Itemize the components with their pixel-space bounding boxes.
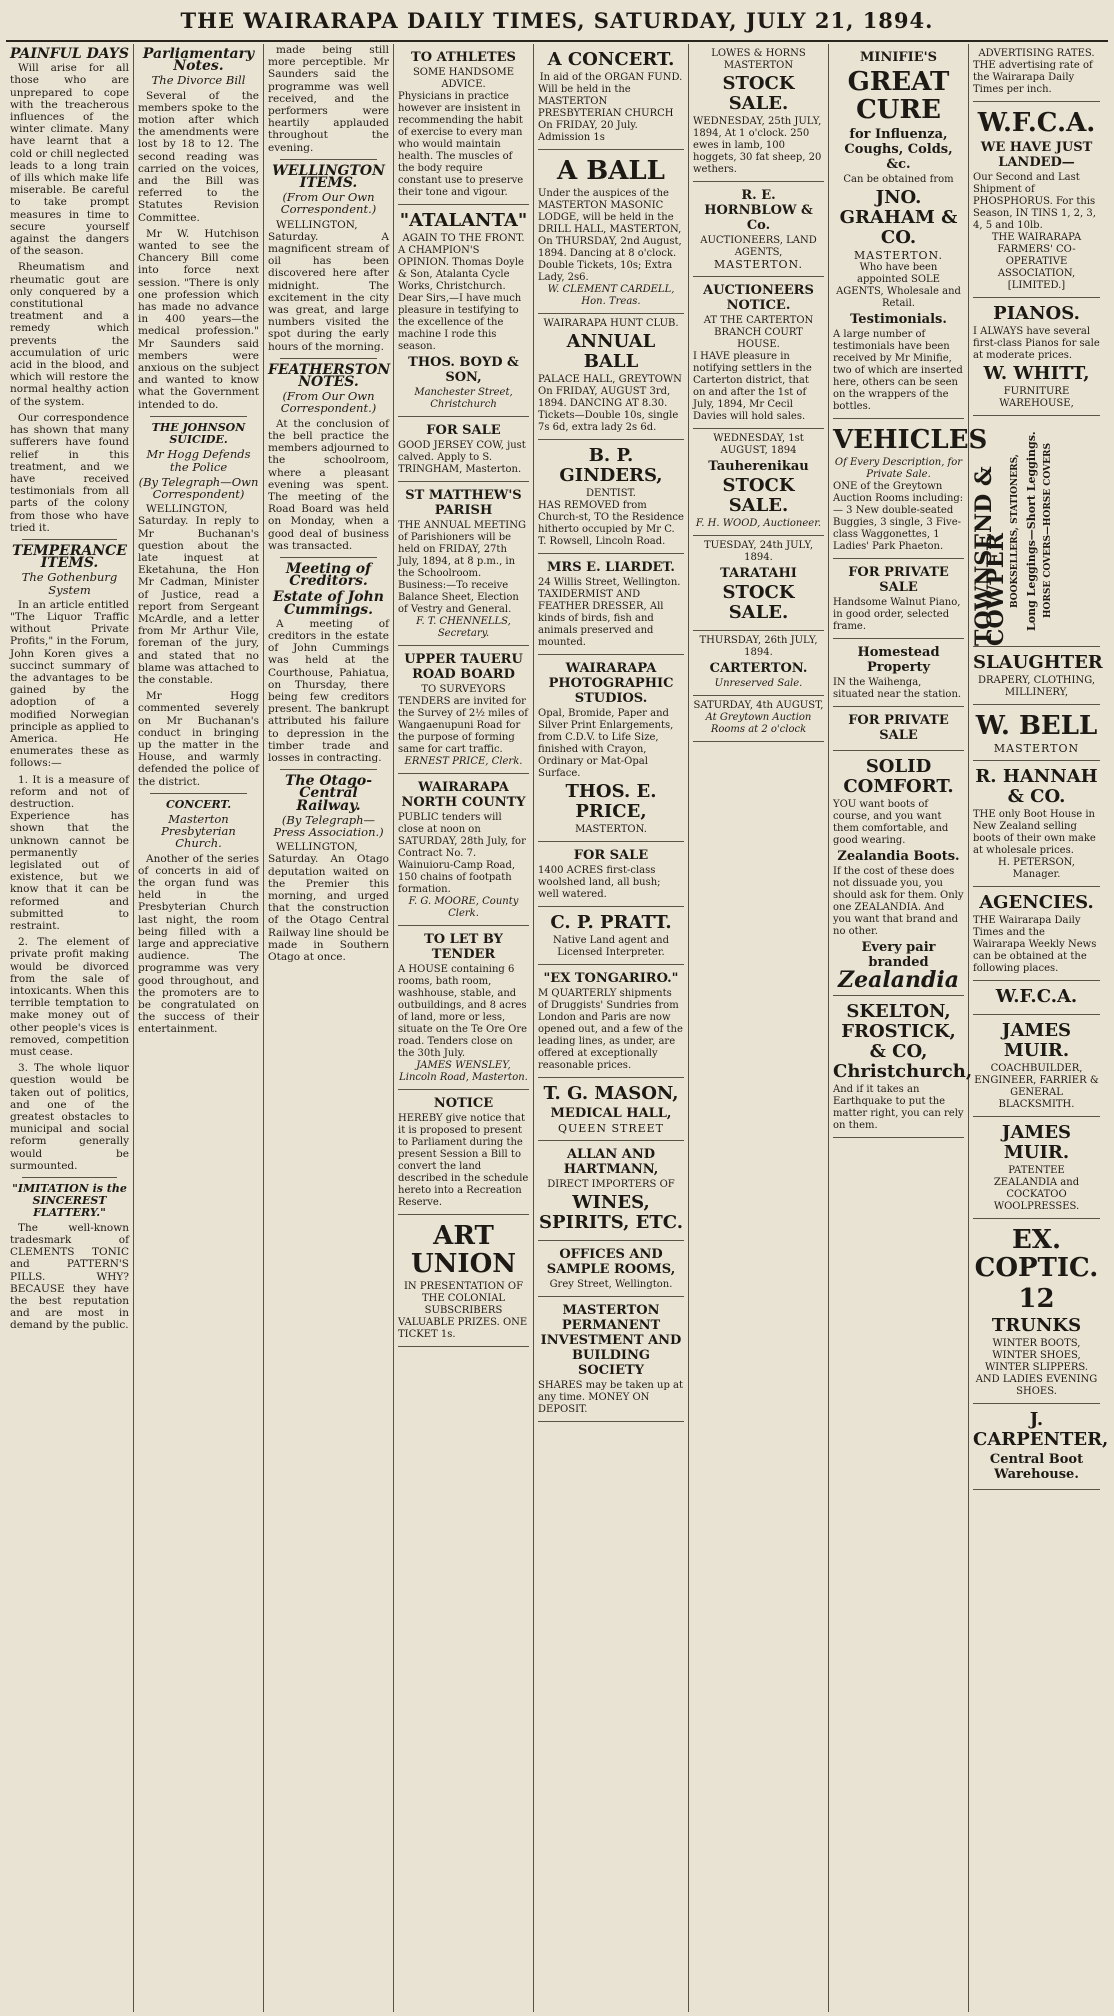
ad-heading: AUCTIONEERS NOTICE. [703,283,814,314]
ad-text: Handsome Walnut Piano, in good order, selected frame. [833,597,961,633]
article-heading: Meeting of Creditors. [285,560,372,590]
ad-heading: ART UNION [410,1221,516,1279]
ad-heading: C. P. PRATT. [550,912,672,933]
ad-heading: SLAUGHTER [973,652,1103,673]
ad-subheading: WE HAVE JUST LANDED— [980,140,1093,170]
ad-text: HEREBY give notice that it is proposed to present to Parliament during the present Session a Bill to convert the land described in the schedule hereto into a Recreation Reserve. [398,1113,529,1208]
ad-text: At Greytown Auction Rooms at 2 o'clock [705,712,812,736]
ad-text: WEDNESDAY, 25th JULY, 1894, At 1 o'clock. 250 ewes in lamb, 100 hoggets, 30 fat sheep, 20 wethers. [693,116,822,175]
article-heading: PAINFUL DAYS [10,46,129,62]
advertisement [398,774,529,926]
ad-heading: PIANOS. [993,303,1080,324]
advertisement [538,44,684,150]
ad-text: THE ANNUAL MEETING of Parishioners will be held on FRIDAY, 27th July, 1894, at 8 p.m., in the Schoolroom. Business:—To receive Balance Sheet, Election of Vestry and General. [398,520,526,615]
column-4 [394,44,534,2012]
advertisement [693,429,824,536]
article-paragraph: made being still more perceptible. Mr Saunders said the programme was well received, and the performers were heartily applauded throughout the evening. [268,44,389,154]
ad-text: PUBLIC tenders will close at noon on SATURDAY, 28th July, for Contract No. 7. Wainuioru-Camp Road, 150 chains of footpath formation. [398,812,526,895]
advertisement [973,298,1100,416]
ad-subheading: THURSDAY, 26th JULY, 1894. [699,635,818,659]
ad-text: If the cost of these does not dissuade you, you should ask for them. Only one ZEALANDIA. And you want that brand and no other. [833,866,964,938]
ad-subheading: TO SURVEYORS [421,684,506,695]
divider [280,159,377,160]
ad-text: ZEALANDIA and COCKATOO WOOLPRESSES. [993,1177,1080,1213]
ad-heading: Homestead Property [857,645,940,676]
advertisement [693,44,824,182]
ad-text: Long Leggings—Short Leggings. [1024,431,1038,631]
columns [6,44,1108,2012]
ad-text: VALUABLE PRIZES. ONE TICKET 1s. [398,1317,528,1340]
advertisement [973,102,1100,298]
advertisement [973,705,1100,761]
column-8 [969,44,1109,2012]
ad-subheading: PATENTEE [1008,1165,1065,1177]
ad-heading: STOCK SALE. [722,582,795,624]
ad-text: I ALWAYS have several first-class Pianos for sale at moderate prices. [973,326,1100,361]
ad-heading: 12 [1018,1284,1055,1315]
advertisement [973,44,1100,102]
ad-text: GOOD JERSEY COW, just calved. Apply to S. TRINGHAM, Masterton. [398,440,526,475]
ad-text: M QUARTERLY shipments of Druggists' Sundries from London and Paris are now opened out, and a few of the leading lines, as under, are offered at exceptionally reasonable prices. [538,988,683,1071]
article-paragraph: The well-known tradesmark of CLEMENTS TONIC and PATTERN'S PILLS. WHY? BECAUSE they have the best reputation and are most in demand by the public. [10,1221,129,1332]
ad-heading: WAIRARAPA NORTH COUNTY [401,780,526,810]
advertisement [538,1297,684,1422]
ad-heading: A BALL [557,156,665,186]
article-paragraph: Several of the members spoke to the motion after which the amendments were lost by 18 to 12. The second reading was carried on the voices, and the Bill was referred to the Statutes Revision Committee. [138,89,259,224]
advertisement [398,926,529,1090]
ad-heading: "EX TONGARIRO." [543,971,679,986]
advertisement [398,417,529,482]
ad-heading: Zealandia Boots. [837,849,960,865]
ad-heading: WINES, SPIRITS, ETC. [538,1192,683,1234]
ad-heading: JNO. GRAHAM & CO. [839,187,958,248]
advertisement [973,1015,1100,1117]
article-paragraph: 3. The whole liquor question would be taken out of politics, and one of the greatest obstacles to municipal and social reform generally would be surmounted. [10,1062,129,1172]
advertisement [538,842,684,907]
ad-heading: R. E. HORNBLOW & Co. [704,188,813,233]
divider [22,1177,117,1178]
article-subheading: The Divorce Bill [151,73,246,88]
ad-signature: H. PETERSON, Manager. [998,857,1075,881]
ad-subheading: TUESDAY, 24th JULY, 1894. [703,540,814,564]
ad-heading: VEHICLES [833,425,988,456]
ad-subheading: Of Every Description, for Private Sale. [834,457,963,481]
article-byline: (From Our Own Correspondent.) [280,389,377,416]
ad-signature: F. H. WOOD, Auctioneer. [695,518,822,530]
article-heading: Estate of John Cummings. [273,589,384,618]
ad-signature: F. T. CHENNELLS, Secretary. [416,616,511,639]
ad-heading: Testimonials. [850,312,947,328]
ad-subheading: Native Land agent and Licensed Interpreter. [552,935,670,958]
advertisement [973,761,1100,887]
ad-heading: STOCK SALE. [722,475,795,517]
article-paragraph: Will arise for all those who are unprepared to cope with the treacherous influences of the winter climate. Many have learnt that a cold or chill neglected leads to a long train of ills which make life miserable. Be careful to take prompt measures in time to secure yourself against the dangers of the season. [10,62,129,258]
ad-heading: MRS E. LIARDET. [547,560,675,575]
advertisement [833,559,964,639]
ad-heading: TARATAHI [720,566,797,582]
article-heading: Parliamentary Notes. [142,46,255,75]
ad-subheading: DRAPERY, CLOTHING, MILLINERY, [977,675,1096,698]
ad-heading: Tauherenikau [708,459,809,475]
ad-subheading: WAIRARAPA HUNT CLUB. [543,318,679,329]
ad-subheading: COACHBUILDER, ENGINEER, FARRIER & GENERAL BLACKSMITH. [974,1063,1099,1111]
advertisement [538,965,684,1078]
ad-heading: WAIRARAPA PHOTOGRAPHIC STUDIOS. [548,661,674,706]
ad-subheading: DENTIST. [586,488,636,499]
ad-heading: FOR SALE [426,423,501,438]
article-subheading: The Gothenburg System [21,570,118,597]
ad-subheading: WEDNESDAY, 1st AUGUST, 1894 [713,433,804,457]
ad-subheading: AGAIN TO THE FRONT. [402,233,525,244]
ad-subheading: IN PRESENTATION OF THE COLONIAL SUBSCRIBERS [403,1281,524,1316]
ad-subheading: ADVERTISING RATES. [978,48,1095,59]
ad-subheading: MEDICAL HALL, [550,1106,672,1121]
ad-text: BOOKSELLERS, STATIONERS, [1009,454,1020,608]
ad-subheading: SATURDAY, 4th AUGUST, [693,700,824,712]
ad-text: THE only Boot House in New Zealand selling boots of their own make at wholesale prices. [973,809,1096,857]
ad-heading: TO ATHLETES [411,50,516,65]
ad-text: MASTERTON. [714,258,803,271]
ad-heading: EX. COPTIC. [974,1225,1099,1284]
ad-text: A HOUSE containing 6 rooms, bath room, washhouse, stable, and outbuildings, and 8 acres of land, more or less, situate on the Te Ore Ore road. Tenders close on the 30th July. [398,964,528,1059]
ad-text: Under the auspices of the MASTERTON MASONIC LODGE, will be held in the DRILL HALL, MASTERTON, On THURSDAY, 2nd August, 1894. Dancing at 8 o'clock. Double Tickets, 10s; Extra Lady, 2s6. [538,188,682,283]
ad-heading: FOR PRIVATE SALE [848,713,949,744]
advertisement [398,482,529,646]
advertisement [693,631,824,696]
ad-heading: FOR PRIVATE SALE [848,565,949,596]
ad-heading: ANNUAL BALL [566,331,656,372]
article-subheading: Mr Hogg Defends the Police [146,447,251,474]
divider [22,539,117,540]
article-paragraph: 2. The element of private profit making would be divorced from the sale of intoxicants. When this terrible temptation to make money out of other people's vices is removed, competition must cease. [10,936,129,1059]
ad-heading: NOTICE [433,1096,494,1111]
ad-text: WINTER BOOTS, WINTER SHOES, WINTER SLIPPERS. AND LADIES EVENING SHOES. [975,1338,1098,1398]
advertisement [538,1141,684,1241]
advertisement [538,907,684,965]
ad-heading: MASTERTON PERMANENT INVESTMENT AND BUILDING SOCIETY [540,1303,682,1379]
article-byline: (By Telegraph—Own Correspondent) [138,474,259,501]
ad-text: Unreserved Sale. [714,678,803,690]
ad-subheading: AT THE CARTERTON BRANCH COURT HOUSE. [703,315,814,351]
article-byline: (By Telegraph—Press Association.) [273,812,384,839]
ad-subheading: for Influenza, Coughs, Colds, &c. [844,127,953,172]
ad-heading: A CONCERT. [547,49,675,70]
ad-heading: JAMES MUIR. [1001,1122,1072,1164]
zealandia-logo: Zealandia [838,967,959,994]
newspaper-title: THE WAIRARAPA DAILY TIMES, SATURDAY, JULY 21, 1894. [180,7,934,33]
article-paragraph: Our correspondence has shown that many sufferers have found relief in this treatment, and we have received testimonials from all parts of the colony from those who have tried it. [10,411,129,534]
column-5 [534,44,689,2012]
advertisement [973,647,1103,705]
ad-text: HORSE COVERS—HORSE COVERS [1042,443,1053,619]
article-paragraph: 1. It is a measure of reform and not of destruction. Experience has shown that the unknown cannot be permanently legislated out of existence, but we know that it can be reformed and submitted to restraint. [10,773,129,933]
ad-text: THE advertising rate of the Wairarapa Daily Times per inch. [973,60,1093,95]
ad-heading: W.F.C.A. [995,986,1078,1008]
advertisement [538,150,684,314]
column-6 [689,44,829,2012]
article-heading: FEATHERSTON NOTES. [268,361,391,391]
ad-subheading: FURNITURE WAREHOUSE, [999,386,1074,409]
ad-subheading: Grey Street, Wellington. [549,1279,673,1291]
ad-text: IN the Waihenga, situated near the station. [833,677,962,701]
article-heading: TEMPERANCE ITEMS. [12,542,127,572]
ad-subheading: LOWES & HORNS [711,48,806,59]
ad-text: TENDERS are invited for the Survey of 2½ miles of Wangaenupuni Road for the purpose of forming same for cart traffic. [398,696,528,755]
ad-heading: W. BELL [975,711,1098,741]
advertisement [538,1078,684,1141]
vertical-advertisement [970,416,1100,647]
advertisement [973,1117,1100,1219]
advertisement [973,1219,1100,1404]
ad-text: A CHAMPION'S OPINION. Thomas Doyle & Son, Atalanta Cycle Works, Christchurch. Dear Sirs,—I have much pleasure in testifying to the excellence of the machine I rode this season. [398,245,524,352]
ad-heading: SOLID COMFORT. [843,756,954,798]
advertisement [833,44,964,419]
ad-heading: MINIFIE'S [859,50,938,65]
ad-text: Will be held in the MASTERTON PRESBYTERIAN CHURCH On FRIDAY, 20 July. Admission 1s [538,84,674,143]
advertisement [833,751,964,996]
ad-heading: UPPER TAUERU ROAD BOARD [404,652,523,682]
article-heading: CONCERT. [165,797,232,811]
advertisement [538,440,684,554]
ad-text: Physicians in practice however are insistent in recommending the habit of exercise to every man who would maintain health. The muscles of the body require constant use to preserve their tone and vigour. [398,91,524,198]
column-2 [134,44,264,2012]
ad-subheading: SOME HANDSOME ADVICE. [412,67,515,90]
ad-text: MASTERTON. [854,249,943,262]
ad-heading: TO LET BY TENDER [424,932,503,962]
ad-text: PALACE HALL, GREYTOWN On FRIDAY, AUGUST 3rd, 1894. DANCING AT 8.30. Tickets—Double 10s, single 7s 6d, extra lady 2s 6d. [538,374,682,433]
article-paragraph: WELLINGTON, Saturday. An Otago deputation waited on the Premier this morning, and urged that the construction of the Otago Central Railway line should be made in Southern Otago at once. [268,841,389,964]
ad-text: A large number of testimonials have been received by Mr Minifie, two of which are inserted here, others can be seen on the wrappers of the bottles. [833,329,963,413]
ad-text: Opal, Bromide, Paper and Silver Print Enlargements, from C.D.V. to Life Size, finished with Crayon, Ordinary or Mat-Opal Surface. [538,708,674,779]
divider [280,557,377,558]
advertisement [693,696,824,742]
article-heading: "IMITATION is the SINCEREST FLATTERY." [12,1182,127,1220]
ad-text: 1400 ACRES first-class woolshed land, all bush; well watered. [538,865,661,900]
advertisement [398,646,529,774]
ad-heading: AGENCIES. [979,892,1094,914]
ad-subheading: AUCTIONEERS, LAND AGENTS, [700,235,817,258]
ad-text: YOU want boots of course, and you want them comfortable, and good wearing. [833,799,949,847]
ad-heading: THOS. BOYD & SON, [408,355,519,385]
advertisement [973,981,1100,1015]
ad-heading: R. HANNAH & CO. [975,766,1098,808]
ad-heading: FOR SALE [573,848,649,863]
ad-heading: W. WHITT, [983,363,1090,384]
article-heading: THE JOHNSON SUICIDE. [151,420,246,447]
ad-text: THE Wairarapa Daily Times and the Wairarapa Weekly News can be obtained at the following places. [973,915,1097,975]
ad-signature: F. G. MOORE, County Clerk. [408,896,519,919]
article-heading: WELLINGTON ITEMS. [272,162,385,192]
ad-signature: ERNEST PRICE, Clerk. [404,756,523,767]
article-paragraph: Rheumatism and rheumatic gout are only conquered by a constitutional treatment and a remedy which prevents the accumulation of uric acid in the blood, and which will restore the normal healthy action of the system. [10,261,129,408]
article-paragraph: Mr W. Hutchison wanted to see the Chancery Bill come into force next session. "There is only one profession which has made no advance in 400 years—the medical profession." Mr Saunders said members were anxious on the subject and wanted to know what the Government intended to do. [138,227,259,411]
advertisement [973,887,1100,981]
ad-signature: W. CLEMENT CARDELL, Hon. Treas. [547,284,675,307]
ad-heading: STOCK SALE. [722,73,795,114]
advertisement [398,205,529,417]
ad-text: MASTERTON [993,742,1080,755]
ad-text: And if it takes an Earthquake to put the matter right, you can rely on them. [833,1084,964,1132]
divider [280,769,377,770]
advertisement [538,1241,684,1297]
article-paragraph: Another of the series of concerts in aid of the organ fund was held in the Presbyterian Church last night, the room being filled with a large and appreciative audience. The programme was very good throughout, and the promoters are to be congratulated on the success of their entertainment. [138,852,259,1036]
column-7 [829,44,988,2012]
ad-heading: THOS. E. PRICE, [565,781,657,822]
ad-subheading: DIRECT IMPORTERS OF [547,1179,675,1191]
ad-heading: TOWNSEND & COWPER [970,466,1009,646]
advertisement [693,536,824,631]
ad-text: Our Second and Last Shipment of PHOSPHORUS. For this Season, IN TINS 1, 2, 3, 4, 5 and 10lb. [973,172,1096,231]
ad-text: ONE of the Greytown Auction Rooms including:— 3 New double-seated Buggies, 3 single, 3 Five-class Waggonettes, 1 Ladies' Park Phaeton. [833,481,964,553]
ad-heading: W.F.C.A. [977,108,1096,138]
ad-heading: GREAT CURE [847,67,950,125]
divider [150,793,247,794]
article-heading: The Otago-Central Railway. [284,773,373,814]
column-3 [264,44,394,2012]
ad-heading: SKELTON, FROSTICK, & CO, Christchurch, [833,1001,973,1083]
ad-heading: TRUNKS [991,1315,1082,1337]
ad-heading: T. G. MASON, [543,1083,679,1104]
ad-text: I HAVE pleasure in notifying settlers in the Carterton district, that on and after the 1st of July, 1894, Mr Cecil Davies will hold sales. [693,351,812,423]
article-paragraph: At the conclusion of the bell practice the members adjourned to the schoolroom, where a pleasant evening was spent. The meeting of the Road Board was held on Monday, when a good deal of business was transacted. [268,417,389,552]
ad-text: Can be obtained from [843,174,954,185]
ad-subheading: Manchester Street, Christchurch [414,387,513,410]
article-paragraph: A meeting of creditors in the estate of John Cummings was held at the Courthouse, Pahiatua, on Thursday, there being few creditors present. The bankrupt attributed his failure to depression in the timber trade and losses in contracting. [268,617,389,764]
ad-text: SHARES may be taken up at any time. MONEY ON DEPOSIT. [538,1380,683,1416]
ad-heading: ST MATTHEW'S PARISH [405,488,522,518]
article-subheading: Masterton Presbyterian Church. [161,811,236,851]
ad-text: THE WAIRARAPA FARMERS' CO-OPERATIVE ASSOCIATION, [LIMITED.] [991,232,1082,291]
ad-text: 24 Willis Street, Wellington. TAXIDERMIST AND FEATHER DRESSER, All kinds of birds, fish and animals preserved and mounted. [538,577,681,648]
ad-heading: JAMES MUIR. [1001,1020,1072,1062]
ad-heading: CARTERTON. [709,661,808,677]
advertisement [538,554,684,655]
advertisement [833,707,964,751]
ad-text: Who have been appointed SOLE AGENTS, Wholesale and Retail. [836,262,961,310]
ad-signature: JAMES WENSLEY, Lincoln Road, Masterton. [399,1060,528,1083]
article-paragraph: WELLINGTON, Saturday. In reply to Mr Buchanan's question about the late inquest at Eketahuna, the Hon Mr Cadman, Minister of Justice, read a report from Sergeant McArdle, and a letter from Mr Arthur Vile, foreman of the jury, and stated that no blame was attached to the constable. [138,503,259,686]
advertisement [398,1090,529,1215]
advertisement [538,655,684,842]
ad-heading: ALLAN AND HARTMANN, [563,1147,659,1178]
ad-heading: J. CARPENTER, [973,1409,1109,1451]
ad-subheading: Central Boot Warehouse. [989,1452,1084,1483]
advertisement [538,314,684,440]
article-byline: (From Our Own Correspondent.) [280,190,377,217]
ad-heading: OFFICES AND SAMPLE ROOMS, [546,1247,676,1278]
divider [150,416,247,417]
ad-text: QUEEN STREET [557,1122,665,1135]
masthead [6,0,1108,42]
ad-text: HAS REMOVED from Church-st, TO the Residence hitherto occupied by Mr C. T. Rowsell, Lincoln Road. [538,500,684,547]
advertisement [398,1215,529,1347]
advertisement [973,1404,1109,1490]
ad-heading: "ATALANTA" [399,210,528,231]
advertisement [398,44,529,205]
ad-subheading: In aid of the ORGAN FUND. [539,72,683,83]
advertisement [833,996,973,1138]
advertisement [693,277,824,429]
ad-subheading: Every pair branded [861,940,936,971]
article-paragraph: In an article entitled "The Liquor Traffic without Private Profits," in the Forum, John Koren gives a succinct summary of the advantages to be gained by the adoption of a modified Norwegian principle as applied to America. He enumerates these as follows:— [10,598,129,770]
ad-heading: B. P. GINDERS, [559,445,663,486]
advertisement [833,419,988,559]
advertisement [693,182,824,277]
ad-subheading: MASTERTON. [575,824,647,835]
article-paragraph: Mr Hogg commented severely on Mr Buchanan's conduct in bringing up the matter in the House, and warmly defended the police of the district. [138,690,259,788]
advertisement [833,639,964,707]
ad-subheading: MASTERTON [723,60,794,71]
divider [280,358,377,359]
column-1 [6,44,134,2012]
article-paragraph: WELLINGTON, Saturday. A magnificent stream of oil has been discovered here after midnight. The excitement in the city was great, and large numbers visited the spot during the early hours of the morning. [268,218,389,353]
